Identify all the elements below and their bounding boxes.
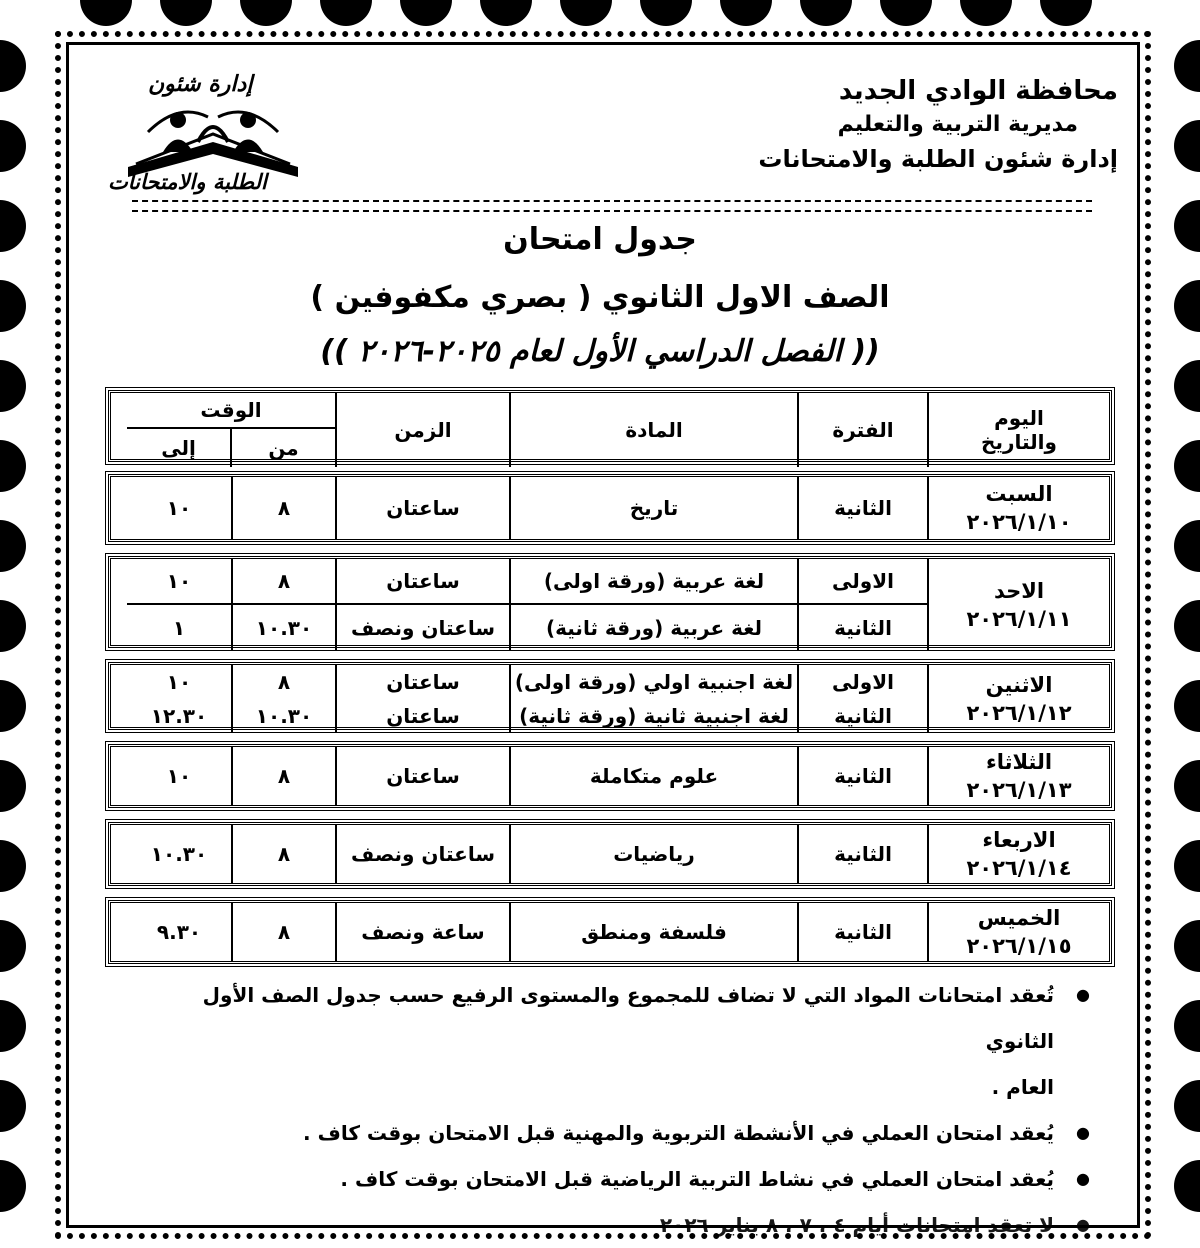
to-cell: ١٠.٣٠ bbox=[150, 842, 208, 866]
header-subject: المادة bbox=[509, 393, 797, 467]
perforation-dot bbox=[1174, 40, 1200, 92]
perforation-dot bbox=[1174, 1160, 1200, 1212]
logo-top-text: إدارة شئون bbox=[148, 72, 253, 97]
perforation-dot bbox=[0, 600, 26, 652]
exam-date: ٢٠٢٦/١/١٠ bbox=[966, 510, 1072, 534]
to-cell: ١٠ bbox=[166, 670, 192, 694]
subject-cell: فلسفة ومنطق bbox=[509, 903, 797, 961]
day-block-thursday bbox=[108, 900, 1112, 964]
day-name: الاربعاء bbox=[982, 828, 1056, 852]
perforation-dot bbox=[320, 0, 372, 26]
exam-date: ٢٠٢٦/١/١٥ bbox=[966, 934, 1072, 958]
logo-bottom-text: الطلبة والامتحانات bbox=[108, 170, 267, 194]
perforation-dot bbox=[480, 0, 532, 26]
perforation-dot bbox=[0, 1080, 26, 1132]
perforation-dot bbox=[0, 40, 26, 92]
period-cell: الثانية bbox=[797, 699, 927, 733]
header-period: الفترة bbox=[797, 393, 927, 467]
header-separator bbox=[132, 200, 1092, 212]
perforation-dot bbox=[0, 120, 26, 172]
header-time-group bbox=[127, 393, 335, 467]
period-cell: الاولى bbox=[797, 665, 927, 699]
term-title: (( الفصل الدراسي الأول لعام ٢٠٢٥-٢٠٢٦ )) bbox=[320, 334, 880, 369]
day-date-cell bbox=[927, 903, 1109, 961]
subject-cell: تاريخ bbox=[509, 477, 797, 539]
subject-cell: لغة عربية (ورقة اولى) bbox=[509, 559, 797, 605]
header-time-subheaders bbox=[127, 427, 335, 467]
perforation-dot bbox=[1040, 0, 1092, 26]
from-cell: ٨ bbox=[231, 665, 335, 699]
day-block-wednesday bbox=[108, 822, 1112, 886]
day-block-sunday bbox=[108, 556, 1112, 648]
governorate-name: محافظة الوادي الجديد bbox=[838, 76, 1118, 106]
note-item: ● لا تعقد امتحانات أيام ٤ ، ٧ ، ٨ يناير ٢٠٢٦ bbox=[130, 1202, 1090, 1248]
perforation-dot bbox=[560, 0, 612, 26]
duration-cell: ساعتان bbox=[335, 477, 509, 539]
to-cell: ١٠ bbox=[127, 559, 231, 605]
to-cell: ١٠ bbox=[166, 764, 192, 788]
period-cell: الثانية bbox=[797, 747, 927, 805]
day-name: الاحد bbox=[993, 579, 1045, 603]
perforation-dot bbox=[1174, 120, 1200, 172]
from-cell: ١٠.٣٠ bbox=[231, 605, 335, 651]
from-cell: ٨ bbox=[231, 903, 335, 961]
from-cell: ٨ bbox=[231, 747, 335, 805]
department-logo bbox=[108, 72, 318, 202]
perforation-dot bbox=[400, 0, 452, 26]
notes-list bbox=[130, 972, 1090, 1248]
day-date-cell bbox=[927, 825, 1109, 883]
perforation-dot bbox=[1174, 760, 1200, 812]
perforation-dot bbox=[720, 0, 772, 26]
perforation-dot bbox=[0, 440, 26, 492]
period-cell: الثانية bbox=[797, 903, 927, 961]
grade-title: الصف الاول الثانوي ( بصري مكفوفين ) bbox=[310, 280, 890, 315]
perforation-dot bbox=[0, 840, 26, 892]
duration-cell: ساعتان bbox=[335, 665, 509, 699]
top-perforation bbox=[60, 0, 1140, 30]
exam-schedule-table bbox=[108, 390, 1112, 978]
exam-date: ٢٠٢٦/١/١٣ bbox=[966, 778, 1072, 802]
perforation-dot bbox=[800, 0, 852, 26]
duration-cell: ساعتان ونصف bbox=[335, 825, 509, 883]
from-cell: ٨ bbox=[231, 477, 335, 539]
perforation-dot bbox=[0, 1000, 26, 1052]
perforation-dot bbox=[0, 760, 26, 812]
exam-date: ٢٠٢٦/١/١٢ bbox=[966, 701, 1072, 725]
period-cell: الثانية bbox=[797, 825, 927, 883]
subject-cell: رياضيات bbox=[509, 825, 797, 883]
from-cell: ٨ bbox=[231, 825, 335, 883]
perforation-dot bbox=[1174, 1000, 1200, 1052]
perforation-dot bbox=[1174, 840, 1200, 892]
period-cell: الثانية bbox=[797, 605, 927, 651]
header-time: الوقت bbox=[200, 398, 262, 422]
note-item-continuation: العام . bbox=[991, 1075, 1054, 1099]
day-block-saturday bbox=[108, 474, 1112, 542]
duration-cell: ساعتان bbox=[335, 699, 509, 733]
subject-cell: لغة اجنبية اولي (ورقة اولى) bbox=[509, 665, 797, 699]
perforation-dot bbox=[0, 920, 26, 972]
duration-cell: ساعتان ونصف bbox=[335, 605, 509, 651]
day-date-cell bbox=[927, 747, 1109, 805]
duration-cell: ساعتان bbox=[335, 559, 509, 605]
day-date-cell bbox=[927, 477, 1109, 539]
day-date-cell bbox=[927, 665, 1109, 733]
perforation-dot bbox=[1174, 440, 1200, 492]
perforation-dot bbox=[1174, 600, 1200, 652]
perforation-dot bbox=[1174, 920, 1200, 972]
subject-cell: لغة اجنبية ثانية (ورقة ثانية) bbox=[509, 699, 797, 733]
perforation-dot bbox=[0, 680, 26, 732]
header-day-date: اليوم والتاريخ bbox=[927, 393, 1109, 467]
exam-date: ٢٠٢٦/١/١٤ bbox=[966, 856, 1072, 880]
perforation-dot bbox=[0, 520, 26, 572]
header-to: إلى bbox=[161, 436, 196, 460]
perforation-dot bbox=[640, 0, 692, 26]
left-perforation bbox=[0, 0, 60, 1194]
note-item: ● يُعقد امتحان العملي في الأنشطة التربوية والمهنية قبل الامتحان بوقت كاف . bbox=[130, 1110, 1090, 1156]
perforation-dot bbox=[80, 0, 132, 26]
to-cell: ١ bbox=[172, 616, 186, 640]
subject-cell: علوم متكاملة bbox=[509, 747, 797, 805]
subject-cell: لغة عربية (ورقة ثانية) bbox=[509, 605, 797, 651]
period-cell: الثانية bbox=[797, 477, 927, 539]
day-date-cell bbox=[927, 559, 1109, 651]
from-cell: ١٠.٣٠ bbox=[231, 699, 335, 733]
day-name: الاثنين bbox=[985, 673, 1053, 697]
to-cell: ١٢.٣٠ bbox=[150, 704, 208, 728]
perforation-dot bbox=[240, 0, 292, 26]
day-name: الثلاثاء bbox=[985, 750, 1053, 774]
day-block-tuesday bbox=[108, 744, 1112, 808]
table-header-row bbox=[108, 390, 1112, 462]
header-from: من bbox=[230, 429, 335, 467]
period-cell: الاولى bbox=[797, 559, 927, 605]
duration-cell: ساعتان bbox=[335, 747, 509, 805]
issuer-header bbox=[758, 74, 1118, 176]
to-cell: ٩.٣٠ bbox=[156, 920, 202, 944]
duration-cell: ساعة ونصف bbox=[335, 903, 509, 961]
department-name: إدارة شئون الطلبة والامتحانات bbox=[758, 145, 1118, 173]
day-block-monday bbox=[108, 662, 1112, 730]
note-item: ● يُعقد امتحان العملي في نشاط التربية الرياضية قبل الامتحان بوقت كاف . bbox=[130, 1156, 1090, 1202]
exam-date: ٢٠٢٦/١/١١ bbox=[966, 607, 1072, 631]
document-title: جدول امتحان bbox=[503, 222, 697, 257]
header-duration: الزمن bbox=[335, 393, 509, 467]
perforation-dot bbox=[1174, 520, 1200, 572]
note-item: ● تُعقد امتحانات المواد التي لا تضاف للمجموع والمستوى الرفيع حسب جدول الصف الأول الثانوي bbox=[130, 972, 1090, 1064]
perforation-dot bbox=[160, 0, 212, 26]
perforation-dot bbox=[1174, 680, 1200, 732]
perforation-dot bbox=[880, 0, 932, 26]
perforation-dot bbox=[960, 0, 1012, 26]
directorate-name: مديرية التربية والتعليم bbox=[837, 112, 1078, 137]
perforation-dot bbox=[0, 1160, 26, 1212]
perforation-dot bbox=[1174, 1080, 1200, 1132]
to-cell: ١٠ bbox=[166, 496, 192, 520]
day-name: الخميس bbox=[977, 906, 1061, 930]
day-name: السبت bbox=[985, 482, 1053, 506]
from-cell: ٨ bbox=[231, 559, 335, 605]
